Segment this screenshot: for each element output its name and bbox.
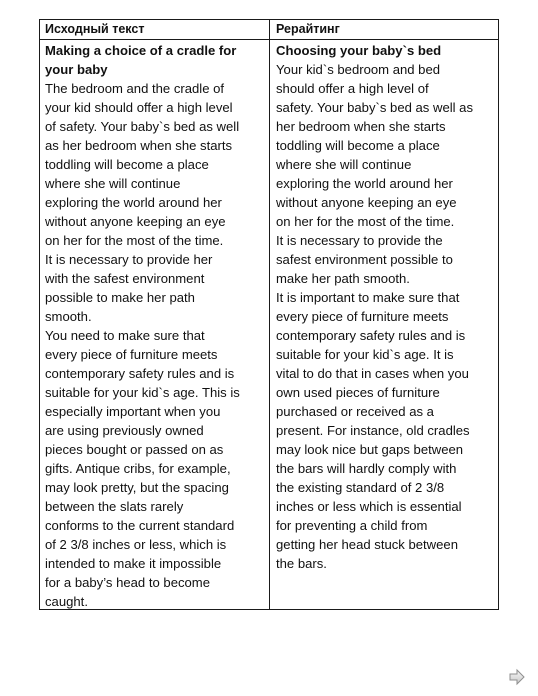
original-text-line: as her bedroom when she starts — [45, 138, 233, 153]
rewritten-text-line: vital to do that in cases when you — [276, 366, 469, 381]
rewritten-text-line: on her for the most of the time. — [276, 214, 455, 229]
original-text-line: are using previously owned — [45, 423, 204, 438]
original-text-line: gifts. Antique cribs, for example, — [45, 461, 231, 476]
rewritten-text-line: suitable for your kid`s age. It is — [276, 347, 454, 362]
original-text-line: You need to make sure that — [45, 328, 205, 343]
rewritten-text-line: toddling will become a place — [276, 138, 440, 153]
rewritten-text-line: without anyone keeping an eye — [276, 195, 457, 210]
original-text-line: where she will continue — [45, 176, 181, 191]
rewritten-text-line: may look nice but gaps between — [276, 442, 464, 457]
rewritten-text-line: make her path smooth. — [276, 271, 410, 286]
rewritten-text-line: It is important to make sure that — [276, 290, 460, 305]
next-slide-arrow-icon[interactable] — [508, 668, 526, 686]
rewritten-text-line: Your kid`s bedroom and bed — [276, 62, 441, 77]
rewritten-title-line: Choosing your baby`s bed — [276, 43, 442, 58]
original-text-line: suitable for your kid`s age. This is — [45, 385, 240, 400]
column-divider — [269, 20, 270, 609]
rewritten-text-line: safest environment possible to — [276, 252, 453, 267]
rewritten-text-line: her bedroom when she starts — [276, 119, 446, 134]
original-text-line: pieces bought or passed on as — [45, 442, 224, 457]
original-text-line: without anyone keeping an eye — [45, 214, 226, 229]
rewritten-text-line: every piece of furniture meets — [276, 309, 449, 324]
original-text-line: may look pretty, but the spacing — [45, 480, 229, 495]
original-title-line: your baby — [45, 62, 108, 77]
rewritten-text-line: It is necessary to provide the — [276, 233, 443, 248]
original-text-line: contemporary safety rules and is — [45, 366, 235, 381]
original-text-line: The bedroom and the cradle of — [45, 81, 225, 96]
header-rewriting: Рерайтинг — [276, 22, 340, 36]
rewritten-text-line: present. For instance, old cradles — [276, 423, 470, 438]
original-text-line: exploring the world around her — [45, 195, 222, 210]
rewritten-text-line: the existing standard of 2 3/8 — [276, 480, 445, 495]
rewritten-text-line: where she will continue — [276, 157, 412, 172]
header-original-text: Исходный текст — [45, 22, 145, 36]
original-text-line: conforms to the current standard — [45, 518, 235, 533]
rewritten-text-line: exploring the world around her — [276, 176, 453, 191]
rewritten-text-line: should offer a high level of — [276, 81, 429, 96]
original-text-line: toddling will become a place — [45, 157, 209, 172]
rewritten-text-line: inches or less which is essential — [276, 499, 462, 514]
original-text-line: between the slats rarely — [45, 499, 184, 514]
rewritten-text-line: own used pieces of furniture — [276, 385, 440, 400]
original-text-line: with the safest environment — [45, 271, 205, 286]
rewritten-text-cell — [276, 41, 473, 573]
original-text-line: of 2 3/8 inches or less, which is — [45, 537, 227, 552]
rewritten-text-line: contemporary safety rules and is — [276, 328, 466, 343]
rewritten-text-line: safety. Your baby`s bed as well as — [276, 100, 474, 115]
original-text-line: for a baby’s head to become — [45, 575, 210, 590]
original-text-line: intended to make it impossible — [45, 556, 222, 571]
original-text-line: caught. — [45, 594, 88, 609]
original-text-line: It is necessary to provide her — [45, 252, 213, 267]
original-text-line: smooth. — [45, 309, 92, 324]
original-text-line: on her for the most of the time. — [45, 233, 224, 248]
original-text-line: every piece of furniture meets — [45, 347, 218, 362]
comparison-table — [39, 19, 499, 610]
original-text-cell — [45, 41, 240, 611]
rewritten-text-line: the bars will hardly comply with — [276, 461, 457, 476]
rewritten-text-line: for preventing a child from — [276, 518, 428, 533]
original-title-line: Making a choice of a cradle for — [45, 43, 237, 58]
original-text-line: possible to make her path — [45, 290, 195, 305]
original-text-line: especially important when you — [45, 404, 221, 419]
rewritten-text-line: purchased or received as a — [276, 404, 434, 419]
rewritten-text-line: the bars. — [276, 556, 327, 571]
original-text-line: your kid should offer a high level — [45, 100, 233, 115]
rewritten-text-line: getting her head stuck between — [276, 537, 458, 552]
original-text-line: of safety. Your baby`s bed as well — [45, 119, 240, 134]
